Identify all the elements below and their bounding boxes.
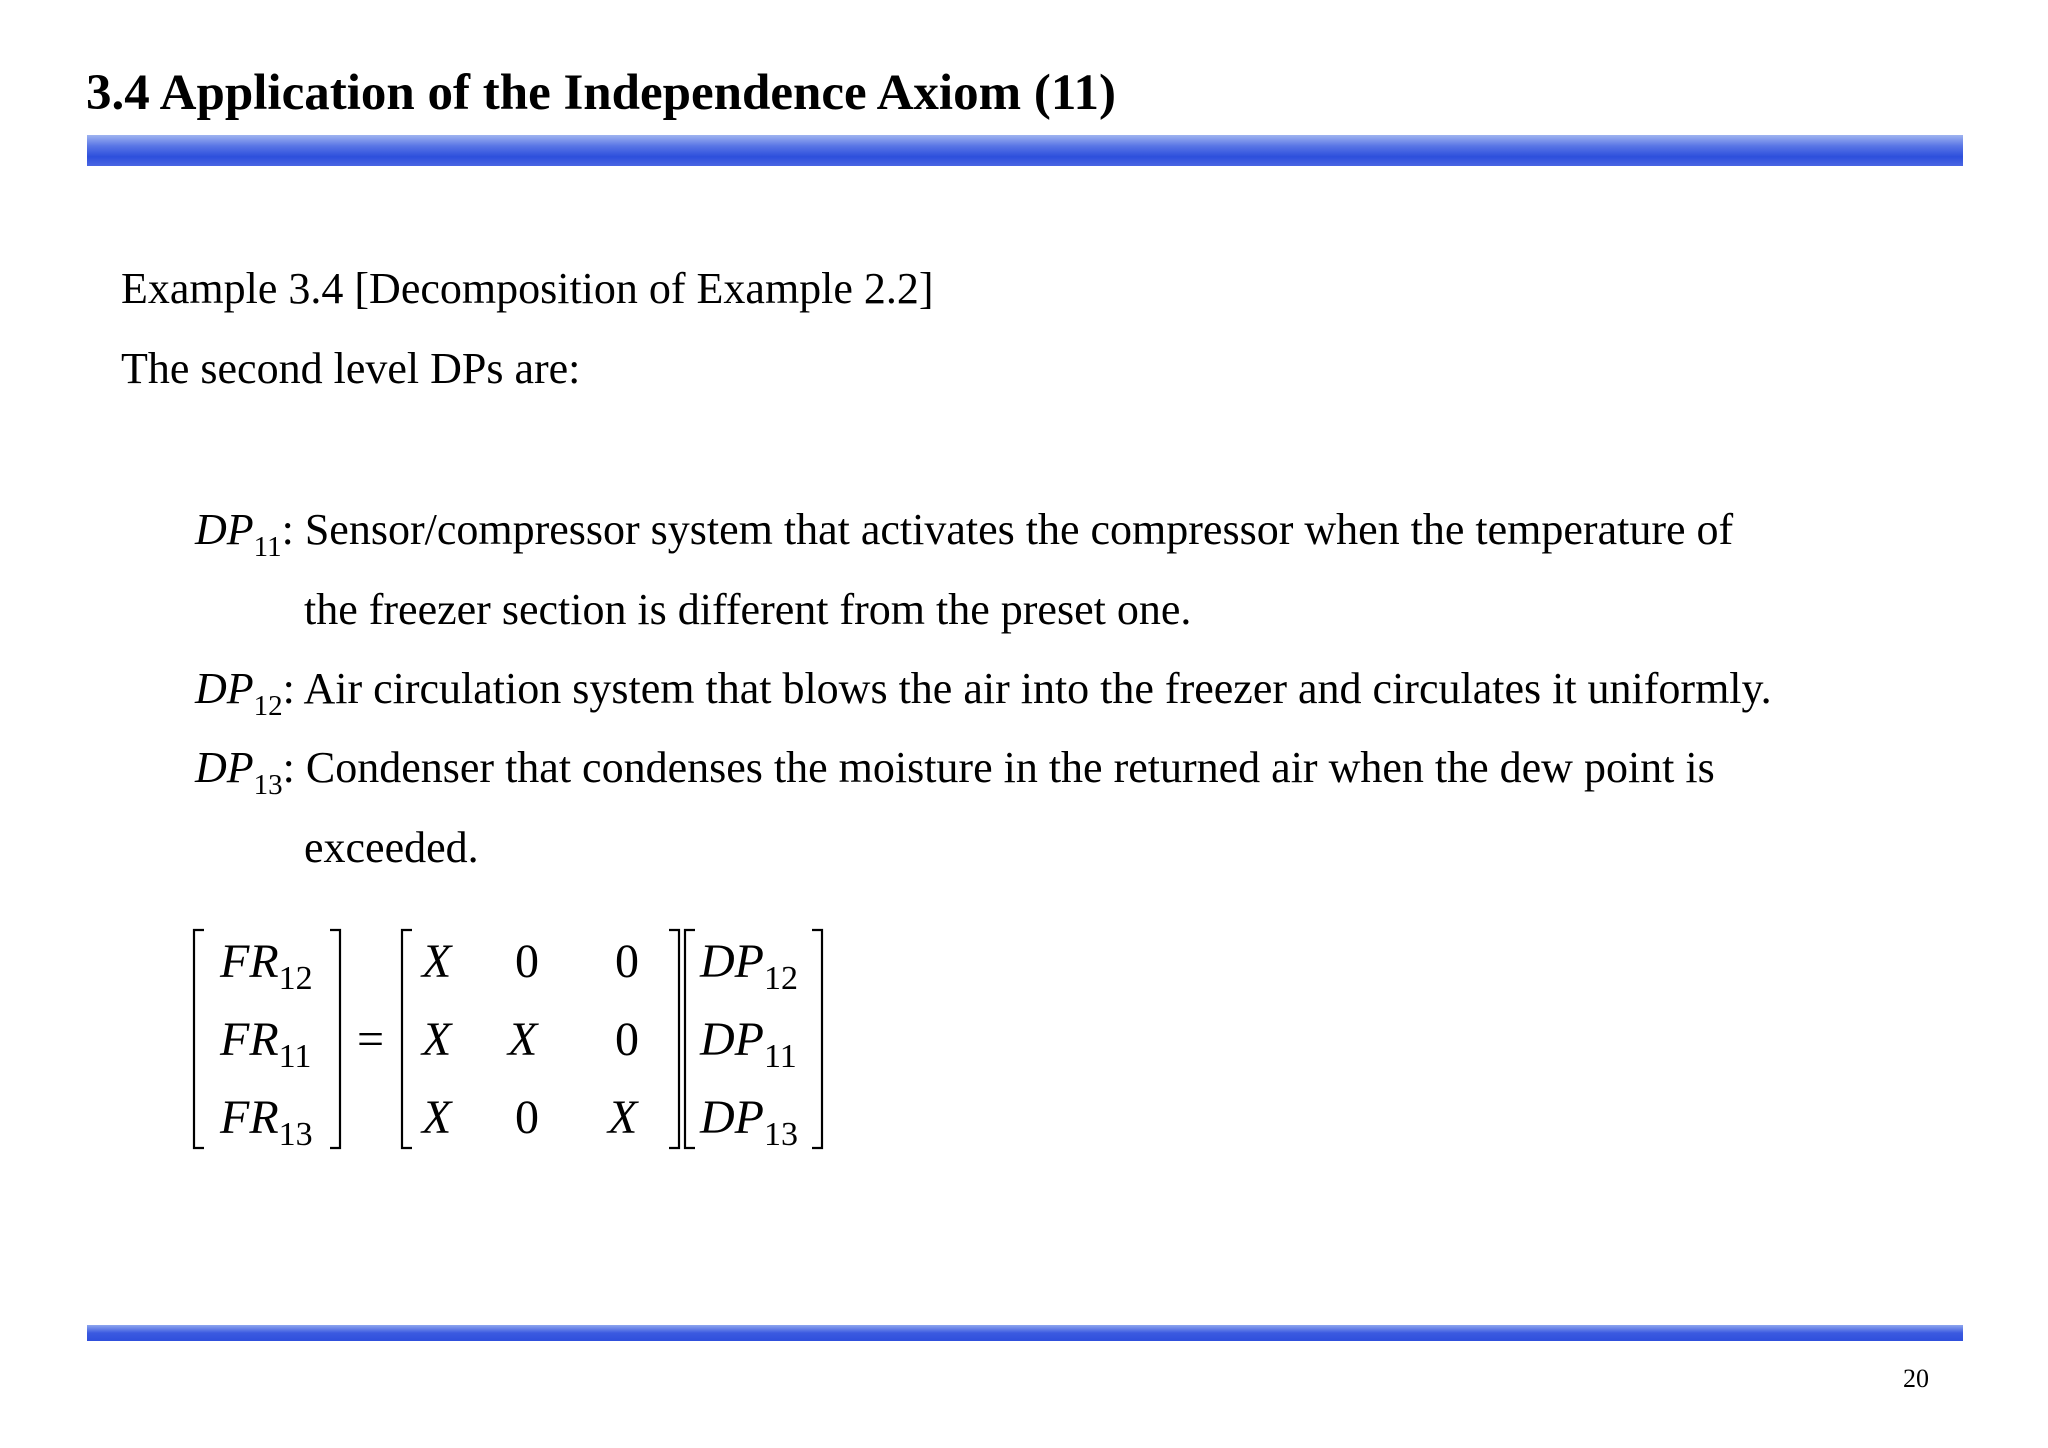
- page-number: 20: [1903, 1364, 1929, 1393]
- matrix-cell-1-3: 0: [615, 935, 639, 988]
- dp11-description: : Sensor/compressor system that activates the compressor when the temperature of: [281, 505, 1734, 554]
- matrix-cell-2-1: X: [422, 1013, 452, 1066]
- dp12-label: $DP_{12}$: [195, 664, 283, 722]
- equals-sign: =: [357, 1013, 385, 1066]
- lhs-entry-1: $FR_{12}$: [220, 935, 313, 997]
- rhs-left-bracket: [685, 930, 695, 1148]
- title-underline-bar: [87, 135, 1963, 166]
- rhs-entry-1: $DP_{12}$: [700, 935, 798, 997]
- intro-text: The second level DPs are:: [121, 344, 581, 393]
- dp13-line: [195, 743, 1715, 801]
- matrix-cell-3-2: 0: [515, 1091, 539, 1144]
- lhs-entry-3: $FR_{13}$: [220, 1091, 313, 1153]
- matrix-cell-2-2: X: [508, 1013, 538, 1066]
- dp11-continuation: the freezer section is different from the preset one.: [304, 585, 1192, 634]
- footer-bar: [87, 1325, 1963, 1341]
- dp12-line: [195, 664, 1772, 722]
- dp12-subscript: 12: [253, 690, 283, 722]
- dp11-label: $DP_{11}$: [195, 505, 282, 563]
- design-matrix-equation: [190, 920, 830, 1160]
- lhs-entry-2: $FR_{11}$: [220, 1013, 312, 1075]
- rhs-entry-3: $DP_{13}$: [700, 1091, 798, 1153]
- dp12-description: : Air circulation system that blows the air into the freezer and circulates it uniformly.: [282, 664, 1772, 713]
- matrix-cell-3-3: X: [608, 1091, 638, 1144]
- example-heading: Example 3.4 [Decomposition of Example 2.2]: [121, 264, 934, 313]
- matrix-left-bracket: [402, 930, 412, 1148]
- dp11-subscript: 11: [253, 531, 282, 563]
- matrix-cell-1-2: 0: [515, 935, 539, 988]
- dp13-description: : Condenser that condenses the moisture in the returned air when the dew point is: [282, 743, 1715, 792]
- matrix-cell-3-1: X: [422, 1091, 452, 1144]
- matrix-cell-2-3: 0: [615, 1013, 639, 1066]
- dp13-subscript: 13: [253, 769, 283, 801]
- page-title: 3.4 Application of the Independence Axiom (11): [86, 65, 1116, 121]
- lhs-left-bracket: [194, 930, 204, 1148]
- rhs-right-bracket: [812, 930, 822, 1148]
- dp13-label: $DP_{13}$: [195, 743, 283, 801]
- matrix-cell-1-1: X: [422, 935, 452, 988]
- lhs-right-bracket: [330, 930, 340, 1148]
- matrix-right-bracket: [669, 930, 679, 1148]
- dp11-line: [195, 505, 1734, 563]
- dp13-continuation: exceeded.: [304, 823, 479, 872]
- rhs-entry-2: $DP_{11}$: [700, 1013, 797, 1075]
